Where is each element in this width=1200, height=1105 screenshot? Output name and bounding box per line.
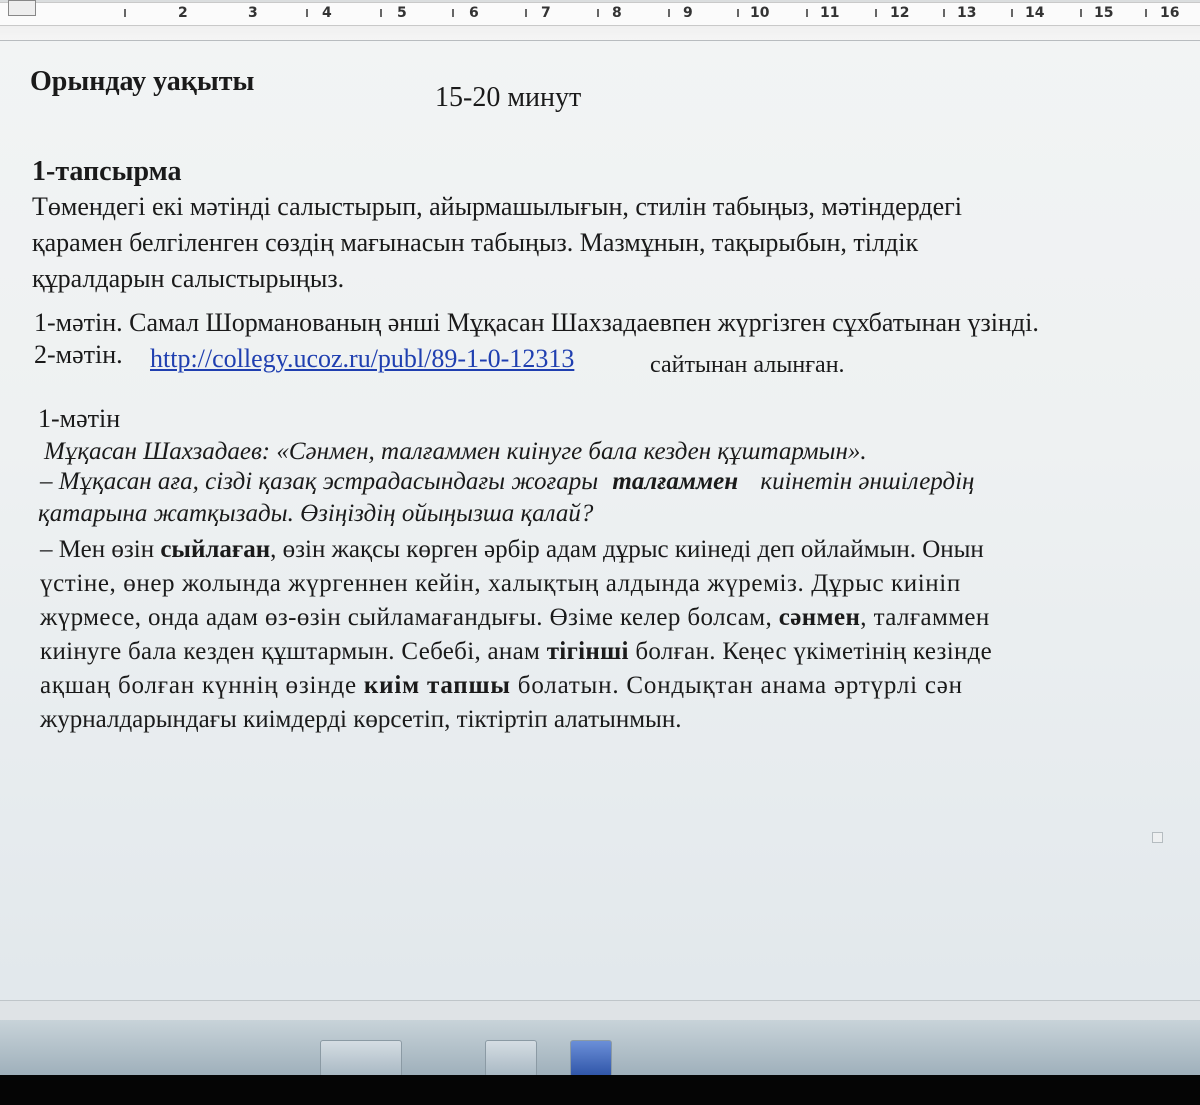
status-bar: [0, 1000, 1200, 1021]
answer-line: [40, 570, 961, 598]
ruler-tick: [737, 9, 739, 17]
answer-text: киінуге бала кезден құштармын. Себебі, анам: [40, 638, 547, 665]
ruler-number: 12: [890, 5, 910, 21]
ruler-tick: [668, 9, 670, 17]
ruler-tick: [380, 9, 382, 17]
ruler-number: 9: [683, 5, 693, 21]
source-link[interactable]: http://collegy.ucoz.ru/publ/89-1-0-12313: [150, 344, 575, 373]
ruler-number: 15: [1094, 5, 1114, 21]
taskbar-app-button[interactable]: [320, 1040, 402, 1077]
ruler-number: 10: [750, 5, 770, 21]
ruler-tick: [943, 9, 945, 17]
question-line: [40, 468, 1168, 496]
answer-text: – Мен өзін: [40, 536, 161, 563]
task-line: Төмендегі екі мәтінді салыстырып, айырмашылығын, стилін табыңыз, мәтіндердегі: [32, 192, 963, 221]
taskbar-app-button[interactable]: [485, 1040, 537, 1077]
ruler-tick: [875, 9, 877, 17]
bold-word-tiginshi: тігінші: [546, 638, 629, 665]
monitor-bezel: [0, 1075, 1200, 1105]
answer-text: үстіне, өнер жолында жүргеннен кейін, халықтың алдында жүреміз. Дұрыс киініп: [40, 570, 961, 597]
ruler-number: 4: [322, 5, 332, 21]
bold-word-talgammen: талғаммен: [612, 468, 739, 495]
answer-line: [40, 604, 990, 632]
ruler-number: 2: [178, 5, 188, 21]
question-text: киінетін әншілердің: [760, 468, 975, 495]
task-line: қарамен белгіленген сөздің мағынасын табыңыз. Мазмұнын, тақырыбын, тілдік: [32, 228, 919, 257]
bold-word-syilagan: сыйлаған: [160, 536, 271, 563]
tab-selector-icon[interactable]: [8, 0, 36, 16]
ruler-number: 8: [612, 5, 622, 21]
answer-text: болатын. Сондықтан анама әртүрлі сән: [510, 672, 963, 699]
ruler-tick: [1011, 9, 1013, 17]
answer-line: [40, 536, 984, 564]
text2-suffix: сайтынан алынған.: [650, 352, 845, 378]
ruler-tick: [806, 9, 808, 17]
document-page[interactable]: [0, 40, 1200, 1000]
ruler-tick: [124, 9, 126, 17]
answer-line: [40, 672, 963, 700]
question-line: қатарына жатқызады. Өзіңіздің ойыңызша қалай?: [38, 500, 594, 527]
ruler-number: 6: [469, 5, 479, 21]
anchor-icon: [1152, 832, 1163, 843]
ruler-number: 7: [541, 5, 551, 21]
word-app-icon[interactable]: [570, 1040, 612, 1077]
bold-word-kiim-tapshy: киім тапшы: [363, 672, 511, 699]
ruler-tick: [597, 9, 599, 17]
ruler-number: 5: [397, 5, 407, 21]
ruler-tick: [525, 9, 527, 17]
question-text: – Мұқасан аға, сізді қазақ эстрадасындағы жоғары: [40, 468, 599, 495]
ruler-number: 11: [820, 5, 840, 21]
text1-source: 1-мәтін. Самал Шормановaның әнші Мұқасан Шахзадаевпен жүргізген сұхбатынан үзінді.: [34, 308, 1039, 337]
answer-text: болған. Кеңес үкіметінің кезінде: [628, 638, 993, 665]
task-title: 1-тапсырма: [32, 156, 182, 187]
ruler-number: 3: [248, 5, 258, 21]
task-line: құралдарын салыстырыңыз.: [32, 264, 345, 293]
bold-word-sanmen: сәнмен: [778, 604, 861, 631]
ruler-tick: [1145, 9, 1147, 17]
answer-line: [40, 638, 992, 666]
ruler-tick: [306, 9, 308, 17]
text2-prefix: 2-мәтін.: [34, 340, 123, 369]
ruler-number: 13: [957, 5, 977, 21]
time-value: 15-20 минут: [435, 82, 582, 113]
horizontal-ruler[interactable]: [0, 0, 1200, 41]
text1-heading: 1-мәтін: [38, 404, 121, 433]
ruler-number: 16: [1160, 5, 1180, 21]
answer-text: , талғаммен: [860, 604, 990, 631]
interview-title: Мұқасан Шахзадаев: «Сәнмен, талғаммен киінуге бала кезден құштармын».: [44, 438, 867, 465]
ruler-number: 14: [1025, 5, 1045, 21]
answer-text: ақшаң болған күннің өзінде: [40, 672, 364, 699]
time-label: Орындау уақыты: [30, 66, 255, 97]
answer-line: [40, 706, 681, 734]
ruler-tick: [1080, 9, 1082, 17]
ruler-tick: [452, 9, 454, 17]
answer-text: журналдарындағы киімдерді көрсетіп, тіктіртіп алатынмын.: [40, 706, 682, 733]
answer-text: , өзін жақсы көрген әрбір адам дұрыс киінеді деп ойлаймын. Онын: [270, 536, 984, 563]
answer-text: жүрмесе, онда адам өз-өзін сыйламағандығы. Өзіме келер болсам,: [40, 604, 779, 631]
